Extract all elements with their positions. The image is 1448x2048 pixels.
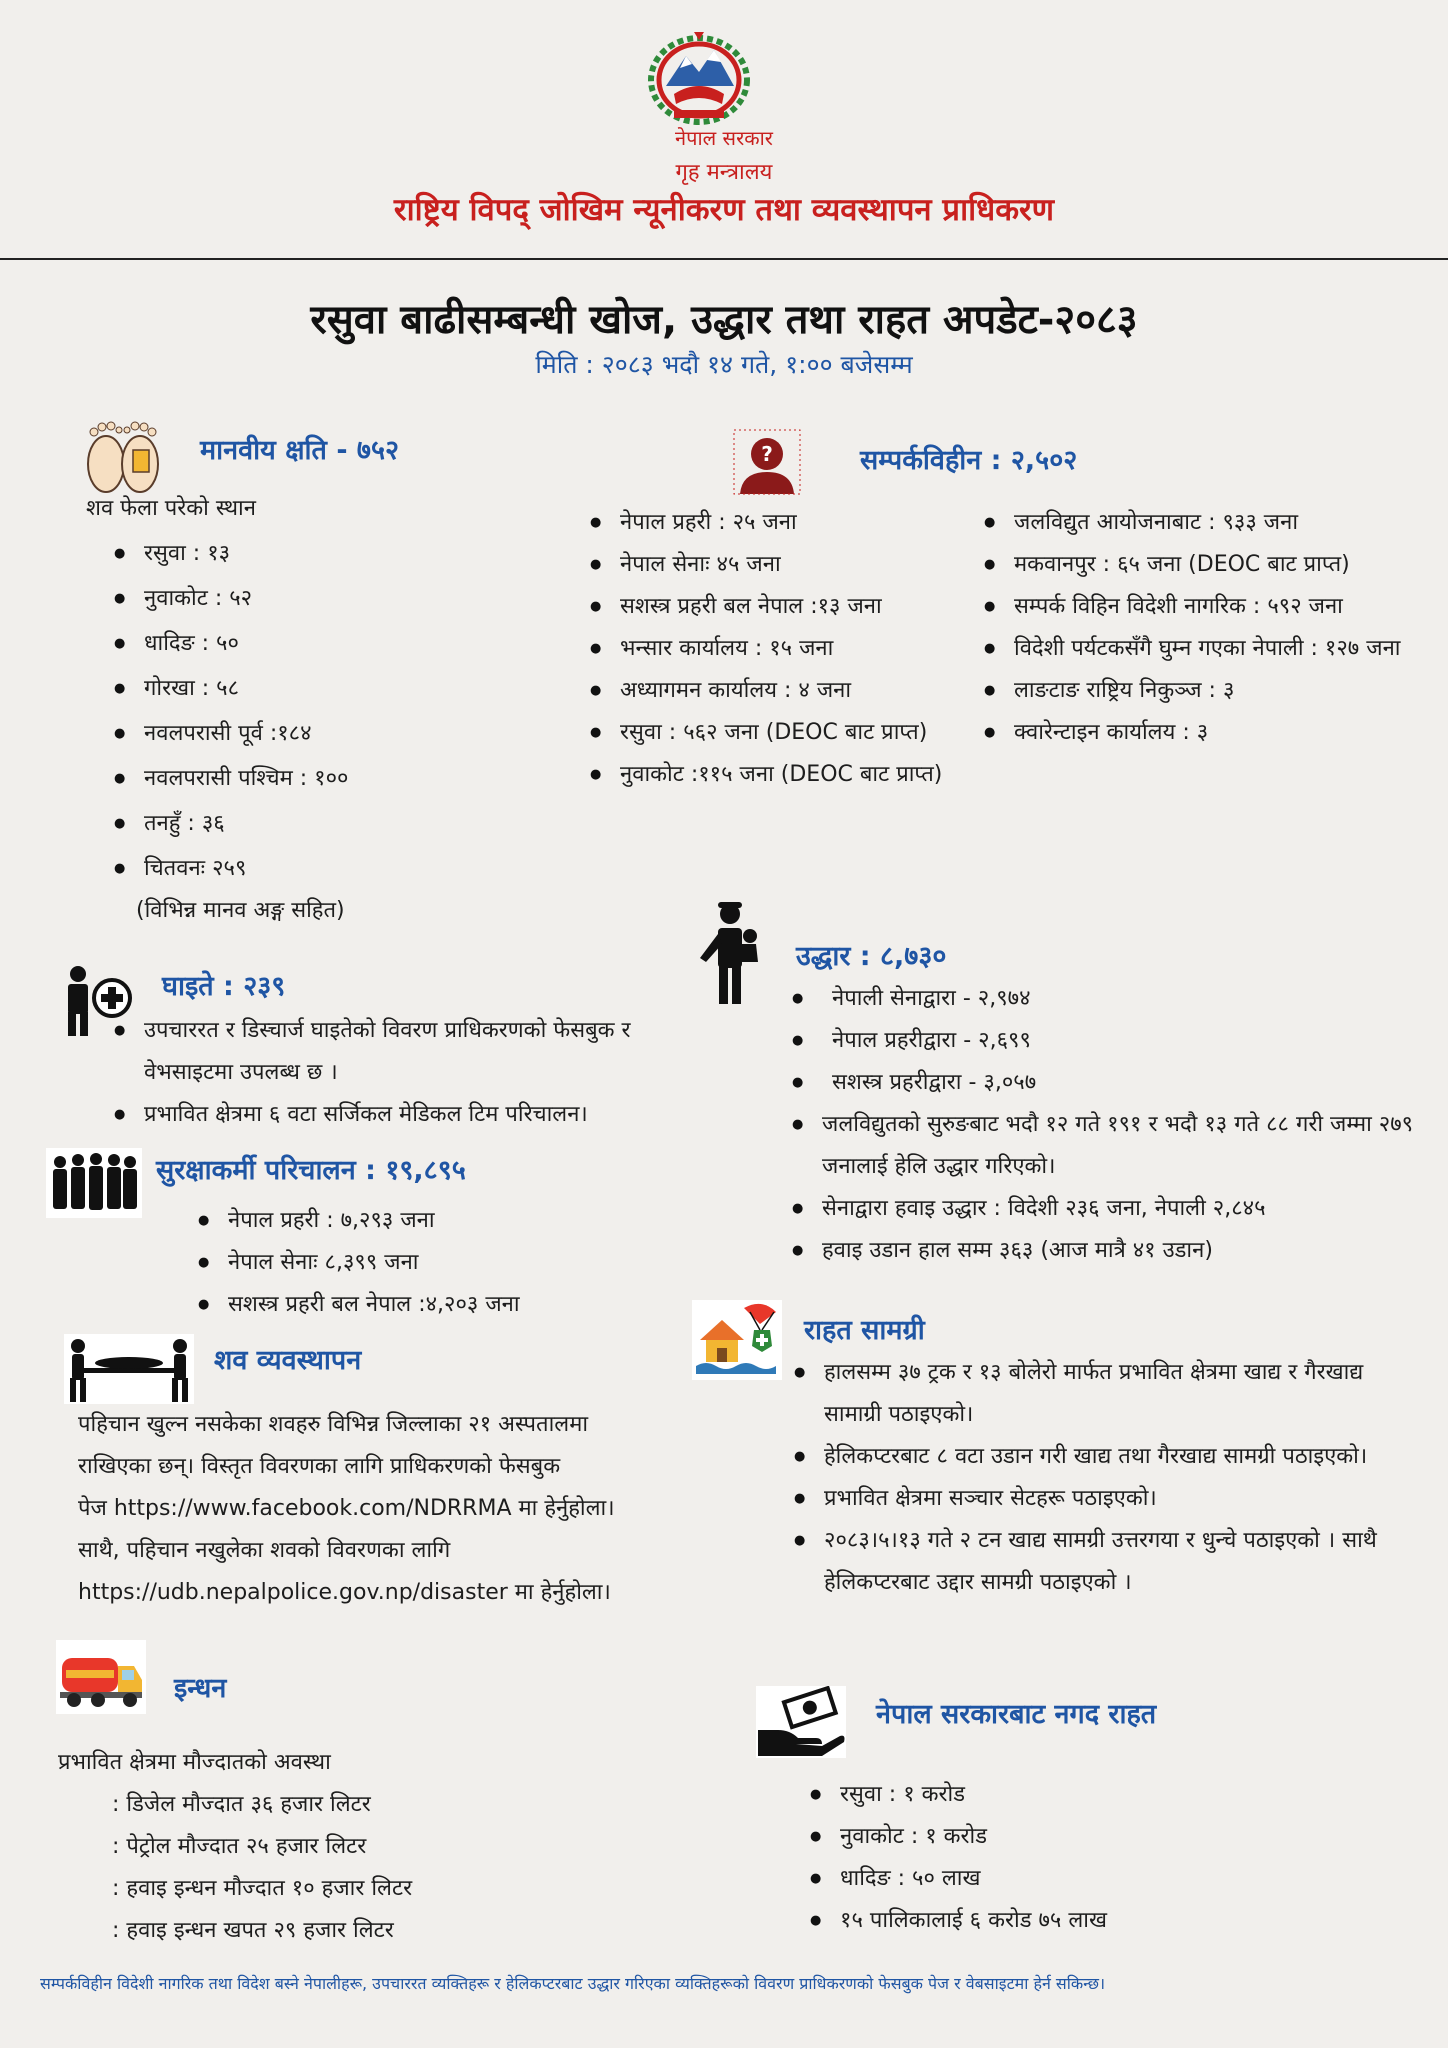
missing-list-col2 xyxy=(980,502,1420,754)
list-item: ● सम्पर्क विहिन विदेशी नागरिक : ५९२ जना xyxy=(980,586,1420,628)
rescue-list xyxy=(788,978,1420,1272)
body-mgmt-title: शव व्यवस्थापन xyxy=(214,1345,362,1376)
list-item: ● सशस्त्र प्रहरीद्वारा - ३,०५७ xyxy=(788,1062,1420,1104)
list-item: ● चितवनः २५९ xyxy=(110,846,349,891)
list-item: ● नेपाली सेनाद्वारा - २,९७४ xyxy=(788,978,1420,1020)
list-item: ● गोरखा : ५८ xyxy=(110,666,349,711)
list-item: ● १५ पालिकालाई ६ करोड ७५ लाख xyxy=(806,1900,1107,1942)
cash-title: नेपाल सरकारबाट नगद राहत xyxy=(876,1699,1157,1730)
list-item: ● अध्यागमन कार्यालय : ४ जना xyxy=(586,670,962,712)
list-item: ● जलविद्युत आयोजनाबाट : ९३३ जना xyxy=(980,502,1420,544)
list-item: ● नेपाल प्रहरी : ७,२९३ जना xyxy=(194,1200,520,1242)
human-loss-subtitle: शव फेला परेको स्थान xyxy=(86,496,256,521)
cash-list xyxy=(806,1774,1107,1942)
list-item: ● धादिङ : ५० xyxy=(110,621,349,666)
list-item: ● हवाइ उडान हाल सम्म ३६३ (आज मात्रै ४१ उडान) xyxy=(788,1230,1420,1272)
list-item: ● तनहुँ : ३६ xyxy=(110,801,349,846)
list-item: : हवाइ इन्धन मौज्दात १० हजार लिटर xyxy=(112,1876,413,1901)
list-item: ● नुवाकोट : १ करोड xyxy=(806,1816,1107,1858)
missing-title: सम्पर्कविहीन : २,५०२ xyxy=(860,445,1078,476)
list-item: : डिजेल मौज्दात ३६ हजार लिटर xyxy=(112,1792,371,1817)
security-list xyxy=(194,1200,520,1326)
rescue-title: उद्धार : ८,७३० xyxy=(796,941,947,972)
list-item: ● नेपाल प्रहरीद्वारा - २,६९९ xyxy=(788,1020,1420,1062)
list-item: ● प्रभावित क्षेत्रमा ६ वटा सर्जिकल मेडिकल टिम परिचालन। xyxy=(110,1094,650,1136)
list-item: ● लाङटाङ राष्ट्रिय निकुञ्ज : ३ xyxy=(980,670,1420,712)
security-personnel-icon xyxy=(46,1148,142,1218)
body-mgmt-line: https://udb.nepalpolice.gov.np/disaster मा हेर्नुहोला। xyxy=(78,1580,611,1605)
list-item: ● रसुवा : ५६२ जना (DEOC बाट प्राप्त) xyxy=(586,712,962,754)
page-title: रसुवा बाढीसम्बन्धी खोज, उद्धार तथा राहत अपडेट-२०८३ xyxy=(310,297,1138,343)
list-item: ● प्रभावित क्षेत्रमा सञ्चार सेटहरू पठाइएको। xyxy=(790,1478,1420,1520)
list-item: ● उपचाररत र डिस्चार्ज घाइतेको विवरण प्राधिकरणको फेसबुक र वेभसाइटमा उपलब्ध छ । xyxy=(110,1010,650,1094)
unknown-person-icon xyxy=(732,428,802,496)
flood-relief-icon xyxy=(692,1300,782,1380)
list-item: ● नुवाकोट :११५ जना (DEOC बाट प्राप्त) xyxy=(586,754,962,796)
list-item: ● हेलिकप्टरबाट ८ वटा उडान गरी खाद्य तथा गैरखाद्य सामग्री पठाइएको। xyxy=(790,1436,1420,1478)
list-item: ● नुवाकोट : ५२ xyxy=(110,576,349,621)
svg-text:?: ? xyxy=(761,442,773,466)
list-item: ● नेपाल सेनाः ४५ जना xyxy=(586,544,962,586)
rescuer-icon xyxy=(694,900,766,1006)
body-mgmt-line: राखिएका छन्। विस्तृत विवरणका लागि प्राधिकरणको फेसबुक xyxy=(78,1454,561,1479)
fuel-subtitle: प्रभावित क्षेत्रमा मौज्दातको अवस्था xyxy=(58,1750,331,1775)
list-item: ● मकवानपुर : ६५ जना (DEOC बाट प्राप्त) xyxy=(980,544,1420,586)
relief-title: राहत सामग्री xyxy=(804,1315,925,1346)
list-item: ● नवलपरासी पश्चिम : १०० xyxy=(110,756,349,801)
human-loss-list xyxy=(110,531,349,891)
list-item: : हवाइ इन्धन खपत २९ हजार लिटर xyxy=(112,1918,394,1943)
stretcher-icon xyxy=(64,1334,194,1404)
list-item: ● रसुवा : १३ xyxy=(110,531,349,576)
list-item: ● जलविद्युतको सुरुङबाट भदौ १२ गते १९१ र भदौ १३ गते ८८ गरी जम्मा २७९ जनालाई हेलि उद्धार गरिएको। xyxy=(788,1104,1420,1188)
relief-list xyxy=(790,1352,1420,1604)
footer-note: सम्पर्कविहीन विदेशी नागरिक तथा विदेश बस्ने नेपालीहरू, उपचाररत व्यक्तिहरू र हेलिकप्टरबाट उद्धार गरिएका व्यक्तिहरूको विवरण प्राधिकरणको फेसबुक पेज र वेबसाइटमा हेर्न सकिन्छ। xyxy=(40,1974,1106,1993)
authority-name: राष्ट्रिय विपद् जोखिम न्यूनीकरण तथा व्यवस्थापन प्राधिकरण xyxy=(393,192,1055,228)
ministry-name: गृह मन्त्रालय xyxy=(675,160,773,185)
fuel-list xyxy=(112,1784,412,1952)
fuel-truck-icon xyxy=(56,1640,146,1714)
list-item: ● क्वारेन्टाइन कार्यालय : ३ xyxy=(980,712,1420,754)
feet-tag-icon xyxy=(78,414,168,496)
list-item: ● विदेशी पर्यटकसँगै घुम्न गएका नेपाली : १२७ जना xyxy=(980,628,1420,670)
body-mgmt-line: पेज https://www.facebook.com/NDRRMA मा हेर्नुहोला। xyxy=(78,1496,615,1521)
list-item: ● नेपाल प्रहरी : २५ जना xyxy=(586,502,962,544)
list-item: ● सशस्त्र प्रहरी बल नेपाल :४,२०३ जना xyxy=(194,1284,520,1326)
cash-hand-icon xyxy=(756,1686,846,1758)
list-item: ● धादिङ : ५० लाख xyxy=(806,1858,1107,1900)
list-item: ● भन्सार कार्यालय : १५ जना xyxy=(586,628,962,670)
missing-list-col1 xyxy=(586,502,962,796)
list-item: ● सशस्त्र प्रहरी बल नेपाल :१३ जना xyxy=(586,586,962,628)
list-item: ● नेपाल सेनाः ८,३९९ जना xyxy=(194,1242,520,1284)
list-item: ● सेनाद्वारा हवाइ उद्धार : विदेशी २३६ जना, नेपाली २,८४५ xyxy=(788,1188,1420,1230)
header-divider xyxy=(0,258,1448,260)
list-item: ● रसुवा : १ करोड xyxy=(806,1774,1107,1816)
fuel-title: इन्धन xyxy=(174,1673,227,1704)
list-item: ● २०८३।५।१३ गते २ टन खाद्य सामग्री उत्तरगया र धुन्चे पठाइएको । साथै हेलिकप्टरबाट उद्दार सामग्री पठाइएको । xyxy=(790,1520,1420,1604)
list-item: : पेट्रोल मौज्दात २५ हजार लिटर xyxy=(112,1834,367,1859)
report-date: मिति : २०८३ भदौ १४ गते, १:०० बजेसम्म xyxy=(535,350,913,379)
list-item: ● हालसम्म ३७ ट्रक र १३ बोलेरो मार्फत प्रभावित क्षेत्रमा खाद्य र गैरखाद्य सामाग्री पठाइएको। xyxy=(790,1352,1420,1436)
human-loss-note: (विभिन्न मानव अङ्ग सहित) xyxy=(136,898,345,923)
body-mgmt-line: साथै, पहिचान नखुलेका शवको विवरणका लागि xyxy=(78,1538,451,1563)
government-name: नेपाल सरकार xyxy=(675,126,773,150)
security-title: सुरक्षाकर्मी परिचालन : १९,८९५ xyxy=(156,1155,466,1186)
nepal-emblem-icon xyxy=(644,28,754,128)
injured-list xyxy=(110,1010,650,1136)
body-mgmt-line: पहिचान खुल्न नसकेका शवहरु विभिन्न जिल्लाका २१ अस्पतालमा xyxy=(78,1412,589,1437)
human-loss-title: मानवीय क्षति - ७५२ xyxy=(200,435,400,466)
body-mgmt-text xyxy=(78,1404,615,1614)
list-item: ● नवलपरासी पूर्व :१८४ xyxy=(110,711,349,756)
injured-title: घाइते : २३९ xyxy=(162,971,286,1002)
